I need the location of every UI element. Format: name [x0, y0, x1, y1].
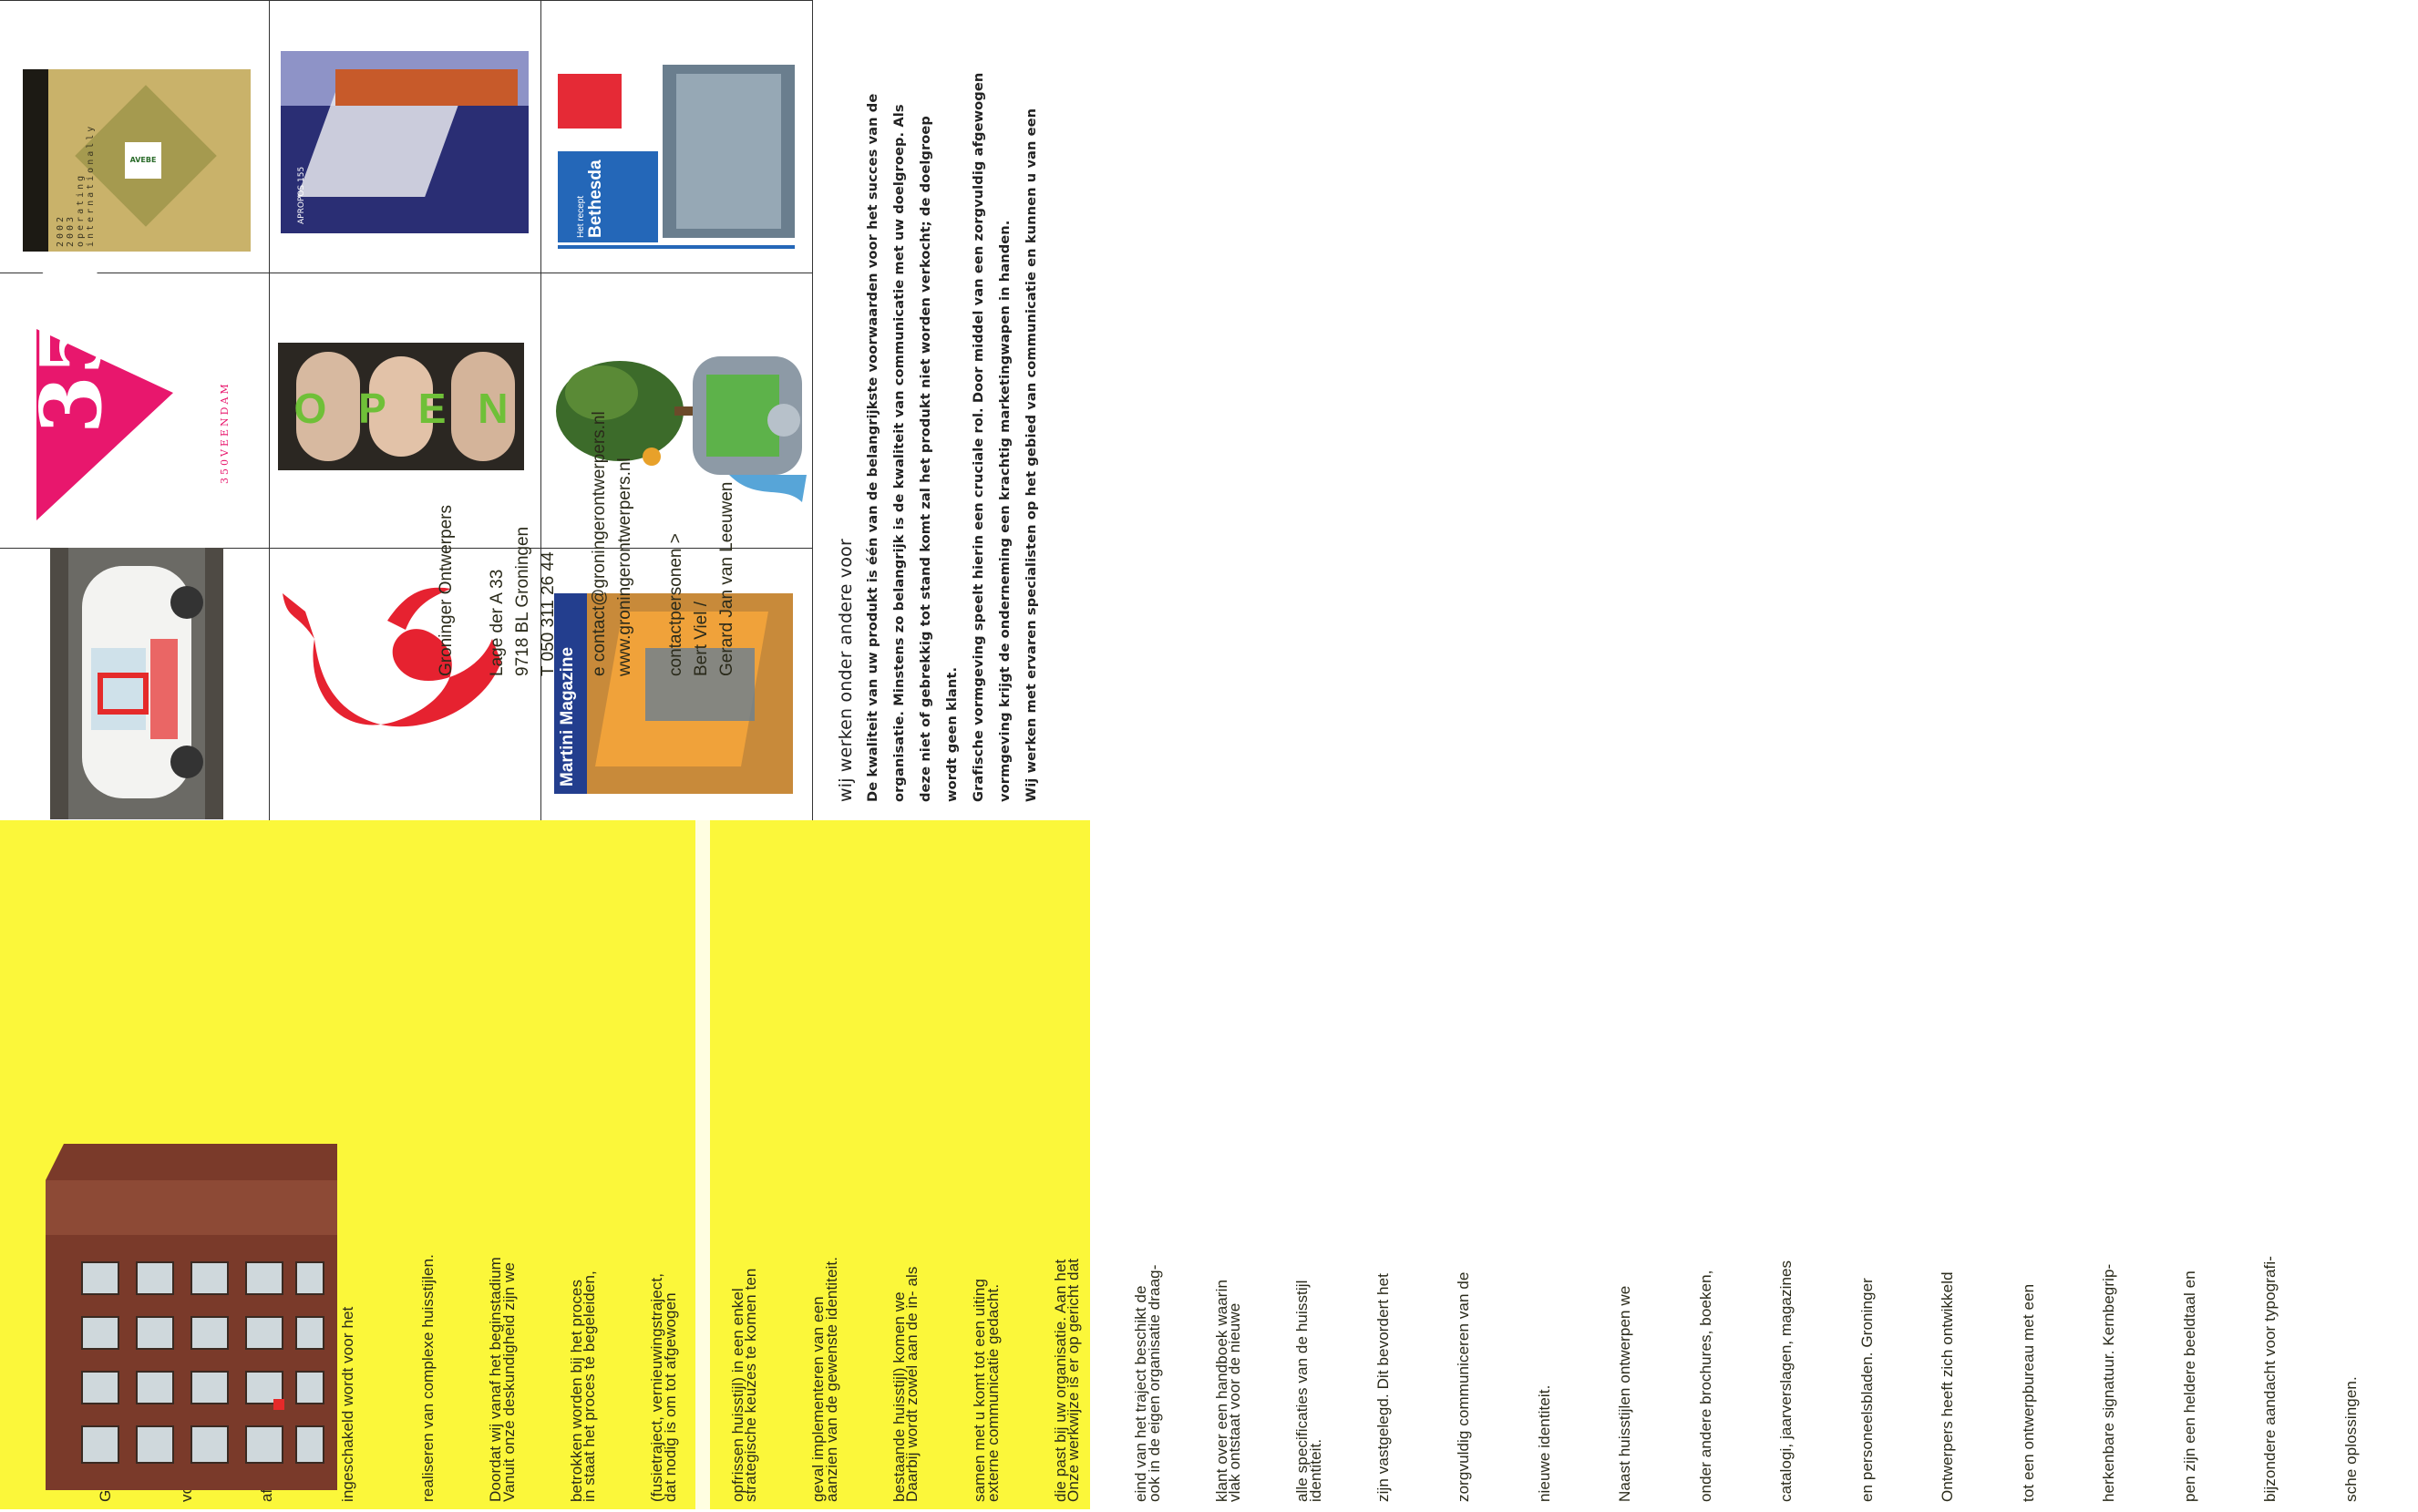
address-street: Lage der A 33: [488, 569, 507, 676]
about-line-7: Wij werken met ervaren specialisten op het gebied van communicatie en kunnen u van een: [1024, 108, 1039, 802]
intro-line: klant over een handboek waarin: [1212, 1280, 1230, 1502]
intro-line: eind van het traject beschikt de: [1132, 1285, 1149, 1502]
intro-line: Doordat wij vanaf het beginstadium: [487, 1257, 504, 1502]
intro-line: realiseren van complexe huisstijlen.: [419, 1254, 437, 1502]
intro-line: Onze werkwijze is er op gericht dat: [1065, 1258, 1082, 1502]
intro-line: alle specificaties van de huisstijl: [1293, 1280, 1311, 1502]
intro-line: Daarbij wordt zowel aan de in- als: [903, 1266, 921, 1502]
about-heading: wij werken onder andere voor: [836, 538, 856, 802]
intro-line: en personeelsbladen. Groninger: [1857, 1278, 1876, 1502]
open-letter-n: N: [478, 385, 509, 432]
address-city: 9718 BL Groningen: [513, 526, 532, 676]
avebe-line-1: operating: [76, 172, 86, 247]
intro-line: in staat het proces te begeleiden,: [581, 1270, 598, 1502]
bethesda-small: Het recept: [576, 195, 586, 238]
veendam-logo: [14, 258, 260, 546]
intro-line: opfrissen huisstijl) in een enkel: [728, 1288, 746, 1502]
intro-line: herkenbare signatuur. Kernbegrip-: [2100, 1263, 2117, 1502]
intro-line: betrokken worden bij het proces: [567, 1279, 585, 1502]
scan-artifact: [695, 820, 710, 1509]
email-link[interactable]: e contact@groningerontwerpers.nl: [590, 411, 609, 676]
grid-line: [269, 1, 270, 821]
intro-line: externe communicatie gedacht.: [983, 1283, 1002, 1502]
contact-block: [434, 330, 740, 676]
about-line-6: vormgeving krijgt de onderneming een krachtig marketingwapen in handen.: [997, 220, 1013, 802]
avebe-year-1: 2002: [56, 213, 66, 247]
intro-line: geval implementeren van een: [809, 1296, 827, 1502]
martini-title: Martini Magazine: [558, 646, 577, 787]
about-line-5: Grafische vormgeving speelt hierin een cruciale rol. Door middel van een zorgvuldig afgewogen: [971, 72, 986, 802]
intro-line: catalogi, jaarverslagen, magazines: [1777, 1260, 1795, 1502]
intro-line: identiteit.: [1306, 1438, 1324, 1502]
intro-line: nieuwe identiteit.: [1535, 1384, 1553, 1502]
contact-person-2: Gerard Jan van Leeuwen: [717, 481, 736, 676]
open-letter-o: O: [293, 385, 327, 432]
veendam-mark: 350: [22, 258, 120, 434]
apropos-label: APROPOS 155: [297, 166, 306, 224]
about-line-1: De kwaliteit van uw produkt is één van de belangrijkste voorwaarden voor het succes van de: [865, 93, 880, 802]
car-photo: [50, 548, 223, 819]
avebe-line-2: internationally: [86, 123, 96, 247]
contact-person-1: Bert Viel /: [692, 601, 711, 676]
veendam-label: 350VEENDAM: [219, 381, 231, 484]
intro-line: (fusietraject, vernieuwingstraject,: [648, 1272, 665, 1502]
intro-line: onder andere brochures, boeken,: [1696, 1270, 1714, 1502]
intro-line: die past bij uw organisatie. Aan het: [1051, 1259, 1069, 1502]
spacer: [228, 1495, 229, 1496]
apropos-cover: [281, 51, 529, 233]
intro-line: pen zijn een heldere beeldtaal en: [2180, 1270, 2198, 1502]
company-name: Groninger Ontwerpers: [437, 505, 456, 676]
intro-line: strategische keuzes te komen ten: [742, 1268, 759, 1502]
intro-line: tot een ontwerpbureau met een: [2019, 1283, 2037, 1502]
intro-text-2: [428, 826, 2418, 1502]
intro-line: vlak ontstaat voor de nieuwe: [1226, 1302, 1243, 1502]
avebe-logo: AVEBE: [125, 142, 161, 179]
open-letter-e: E: [417, 385, 447, 432]
intro-line: dat nodig is om tot afgewogen: [661, 1292, 679, 1502]
intro-line: zijn vastgelegd. Dit bevordert het: [1374, 1273, 1392, 1502]
intro-line: Ontwerpers heeft zich ontwikkeld: [1939, 1271, 1956, 1502]
contact-persons-label: contactpersonen >: [666, 533, 685, 676]
intro-line: aanzien van de gewenste identiteit.: [822, 1256, 840, 1502]
avebe-cover: [23, 69, 251, 252]
open-letter-p: P: [358, 385, 386, 432]
website-link[interactable]: www.groningerontwerpers.nl: [615, 458, 634, 676]
building-photo: [27, 1126, 355, 1508]
intro-line: Vanuit onze deskundigheid zijn we: [499, 1262, 518, 1502]
bethesda-title: Bethesda: [586, 159, 605, 238]
about-section: [836, 18, 1044, 802]
intro-line: ingeschakeld wordt voor het: [338, 1306, 356, 1502]
phone-number: T 050 311 26 44: [539, 551, 558, 676]
avebe-year-2: 2003: [66, 213, 76, 247]
about-line-2: organisatie. Minstens zo belangrijk is de kwaliteit van communicatie met uw doelgroep. Als: [891, 104, 907, 802]
intro-line: sche oplossingen.: [2341, 1376, 2360, 1502]
intro-line: samen met u komt tot een uiting: [971, 1278, 988, 1502]
about-line-3: deze niet of gebrekkig tot stand komt zal het produkt niet worden verkocht; de doelgroep: [918, 116, 933, 802]
intro-line: zorgvuldig communiceren van de: [1455, 1271, 1472, 1502]
intro-line: bijzondere aandacht voor typografi-: [2261, 1256, 2279, 1502]
intro-line: bestaande huisstijl) komen we: [890, 1291, 908, 1502]
intro-line: ook in de eigen organisatie draag-: [1145, 1264, 1163, 1502]
about-line-4: wordt geen klant.: [944, 666, 960, 802]
bethesda-cover: [558, 65, 795, 256]
intro-line: Naast huisstijlen ontwerpen we: [1616, 1285, 1633, 1502]
